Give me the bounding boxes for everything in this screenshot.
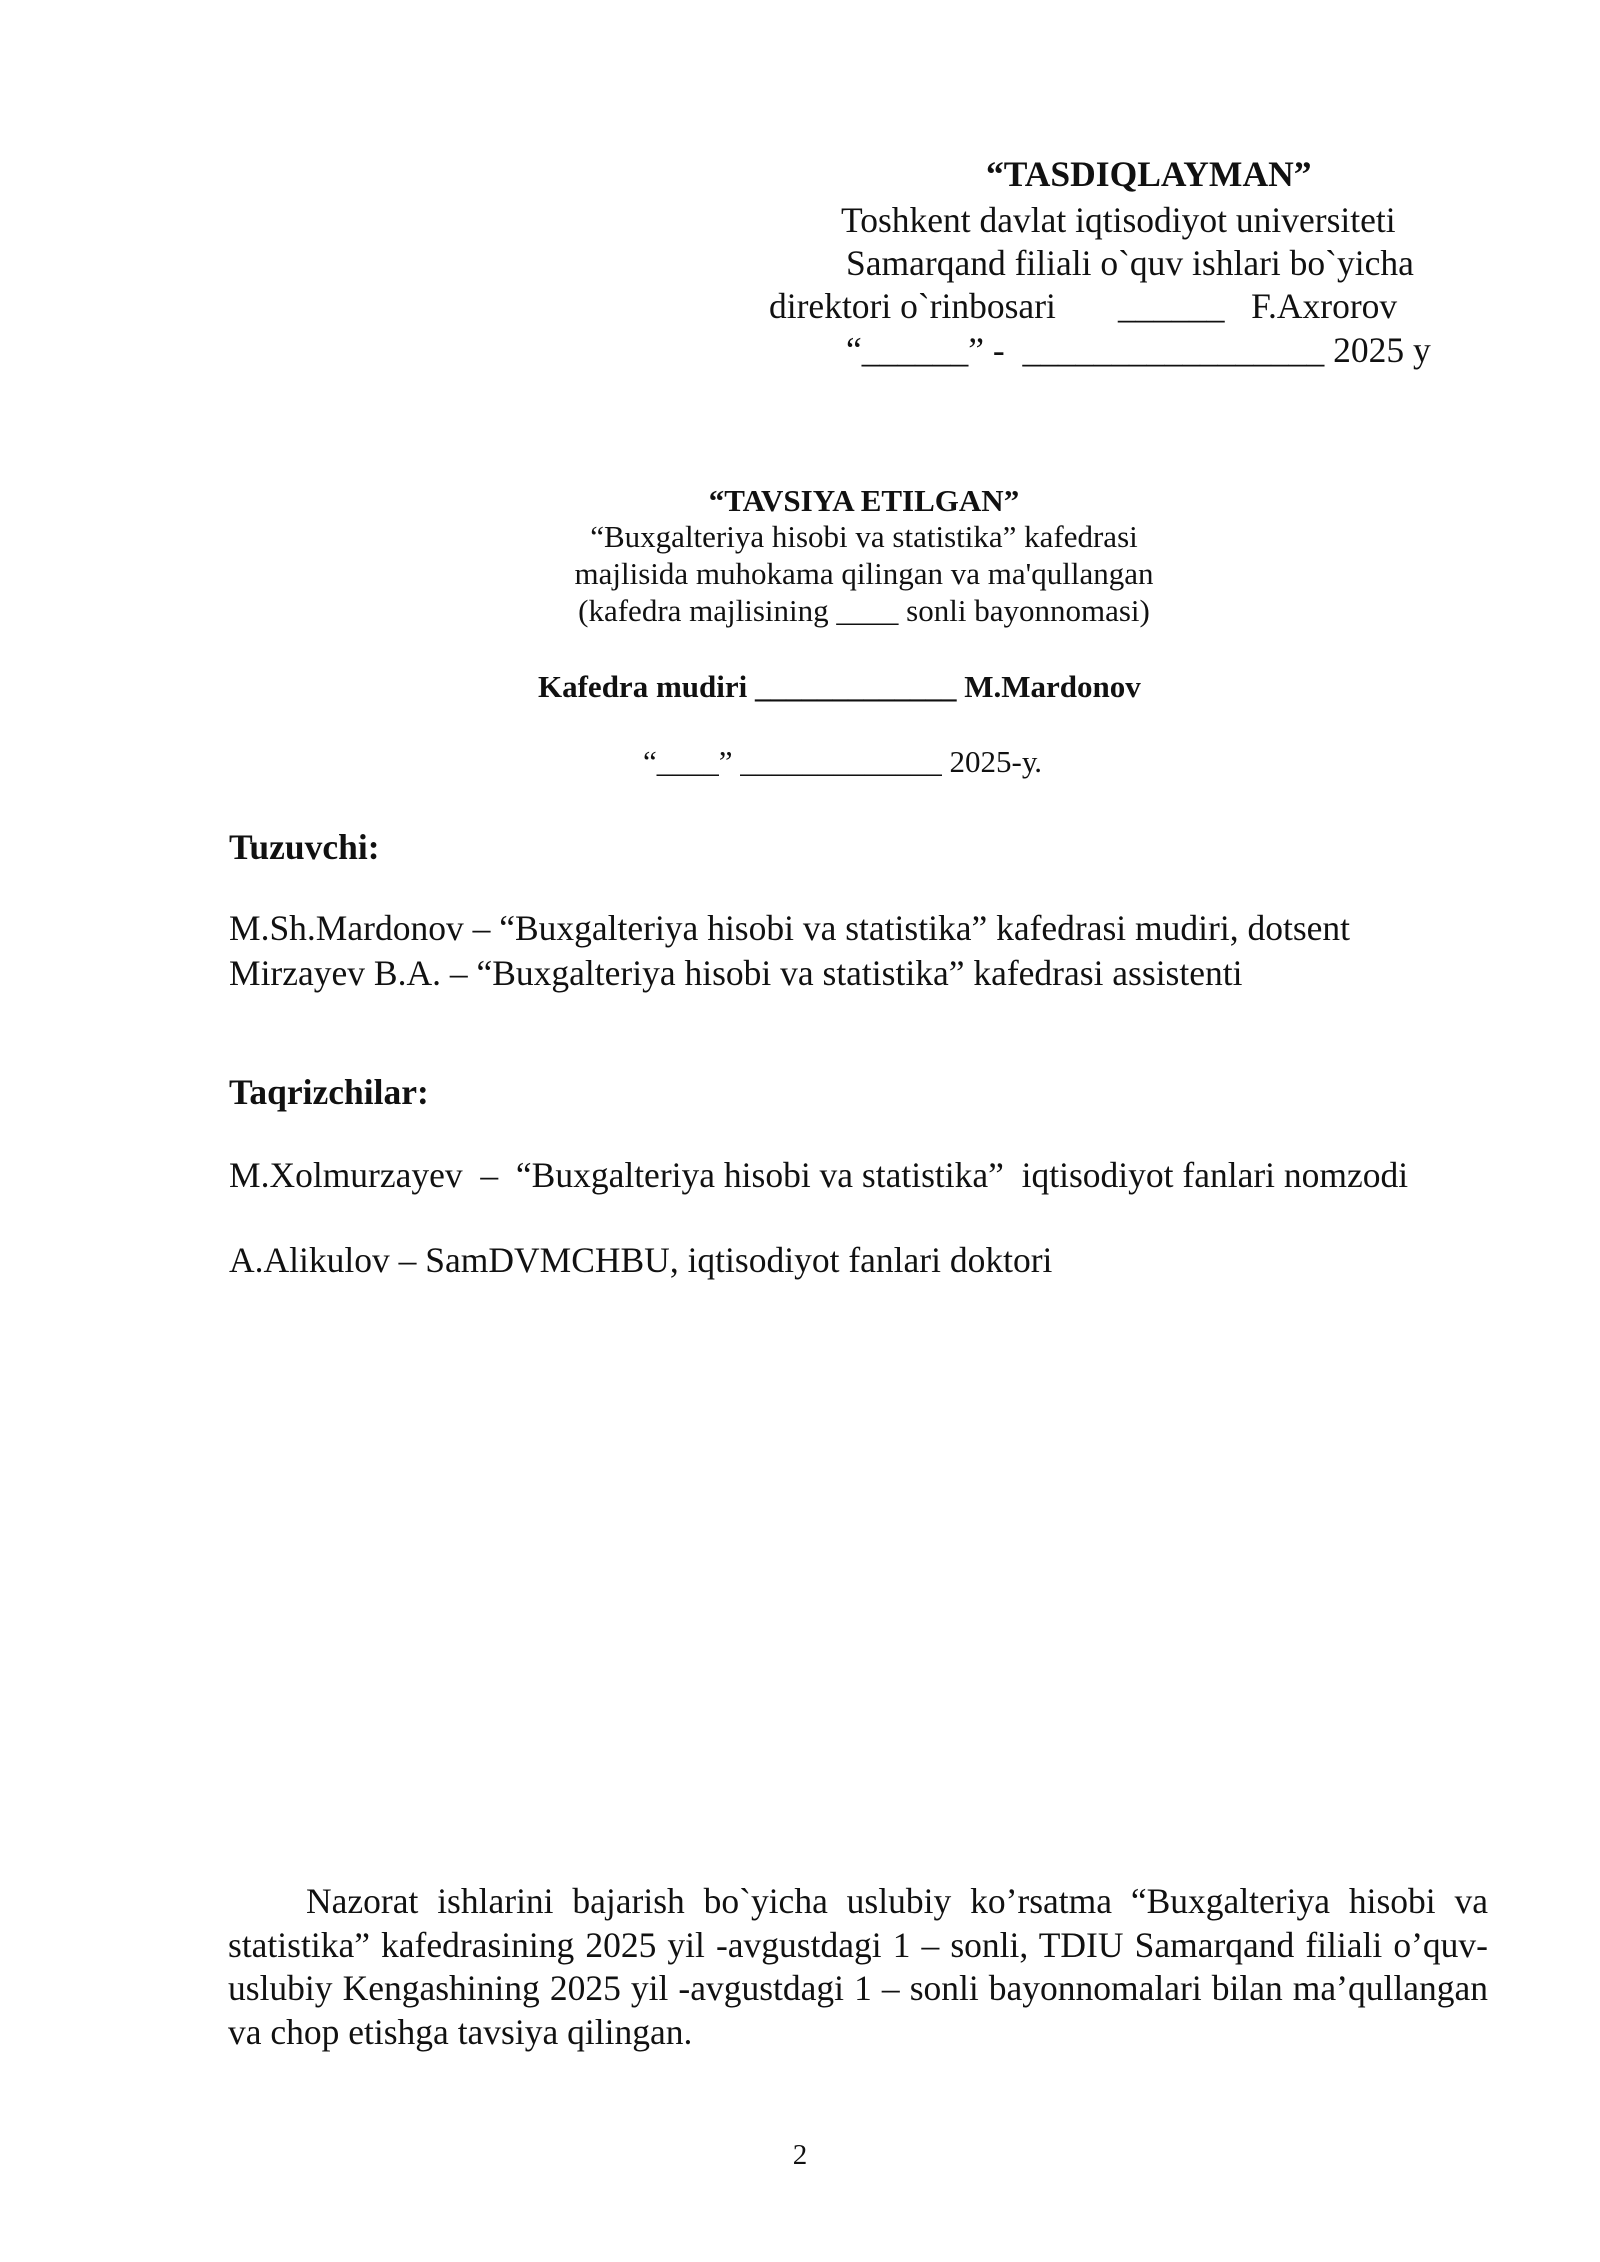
compiler-item: M.Sh.Mardonov – “Buxgalteriya hisobi va statistika” kafedrasi mudiri, dotsent bbox=[229, 908, 1351, 948]
recommended-line-2: majlisida muhokama qilingan va ma'qullangan bbox=[574, 556, 1154, 591]
approval-line-1: Toshkent davlat iqtisodiyot universiteti bbox=[841, 200, 1396, 240]
approval-note-paragraph: Nazorat ishlarini bajarish bo`yicha uslubiy ko’rsatma “Buxgalteriya hisobi va statistika” kafedrasining 2025 yil -avgustdagi 1 – sonli, TDIU Samarqand filiali o’quv-uslubiy Kengashining 2025 yil -avgustdagi 1 – sonli bayonnomalari bilan ma’qullangan va chop etishga tavsiya qilingan. bbox=[228, 1881, 1488, 2052]
recommended-line-3: (kafedra majlisining ____ sonli bayonnomasi) bbox=[578, 593, 1150, 628]
approval-date-line: “______” - _________________ 2025 y bbox=[846, 330, 1431, 370]
recommended-heading: “TAVSIYA ETILGAN” bbox=[708, 483, 1020, 518]
department-head-line: Kafedra mudiri _____________ M.Mardonov bbox=[538, 669, 1141, 704]
compilers-title: Tuzuvchi: bbox=[229, 827, 380, 867]
page-number: 2 bbox=[792, 2139, 808, 2171]
approval-line-2: Samarqand filiali o`quv ishlari bo`yicha bbox=[846, 243, 1414, 283]
approval-heading: “TASDIQLAYMAN” bbox=[986, 154, 1312, 194]
reviewer-item: A.Alikulov – SamDVMCHBU, iqtisodiyot fanlari doktori bbox=[229, 1240, 1053, 1280]
reviewers-title: Taqrizchilar: bbox=[229, 1072, 429, 1112]
recommended-date-line: “____” _____________ 2025-у. bbox=[643, 744, 1042, 779]
recommended-line-1: “Buxgalteriya hisobi va statistika” kafedrasi bbox=[590, 519, 1138, 554]
approval-line-3: direktori o`rinbosari ______ F.Axrorov bbox=[769, 286, 1398, 326]
reviewer-item: M.Xolmurzayev – “Buxgalteriya hisobi va statistika” iqtisodiyot fanlari nomzodi bbox=[229, 1155, 1409, 1195]
compiler-item: Mirzayev B.A. – “Buxgalteriya hisobi va statistika” kafedrasi assistenti bbox=[229, 953, 1243, 993]
